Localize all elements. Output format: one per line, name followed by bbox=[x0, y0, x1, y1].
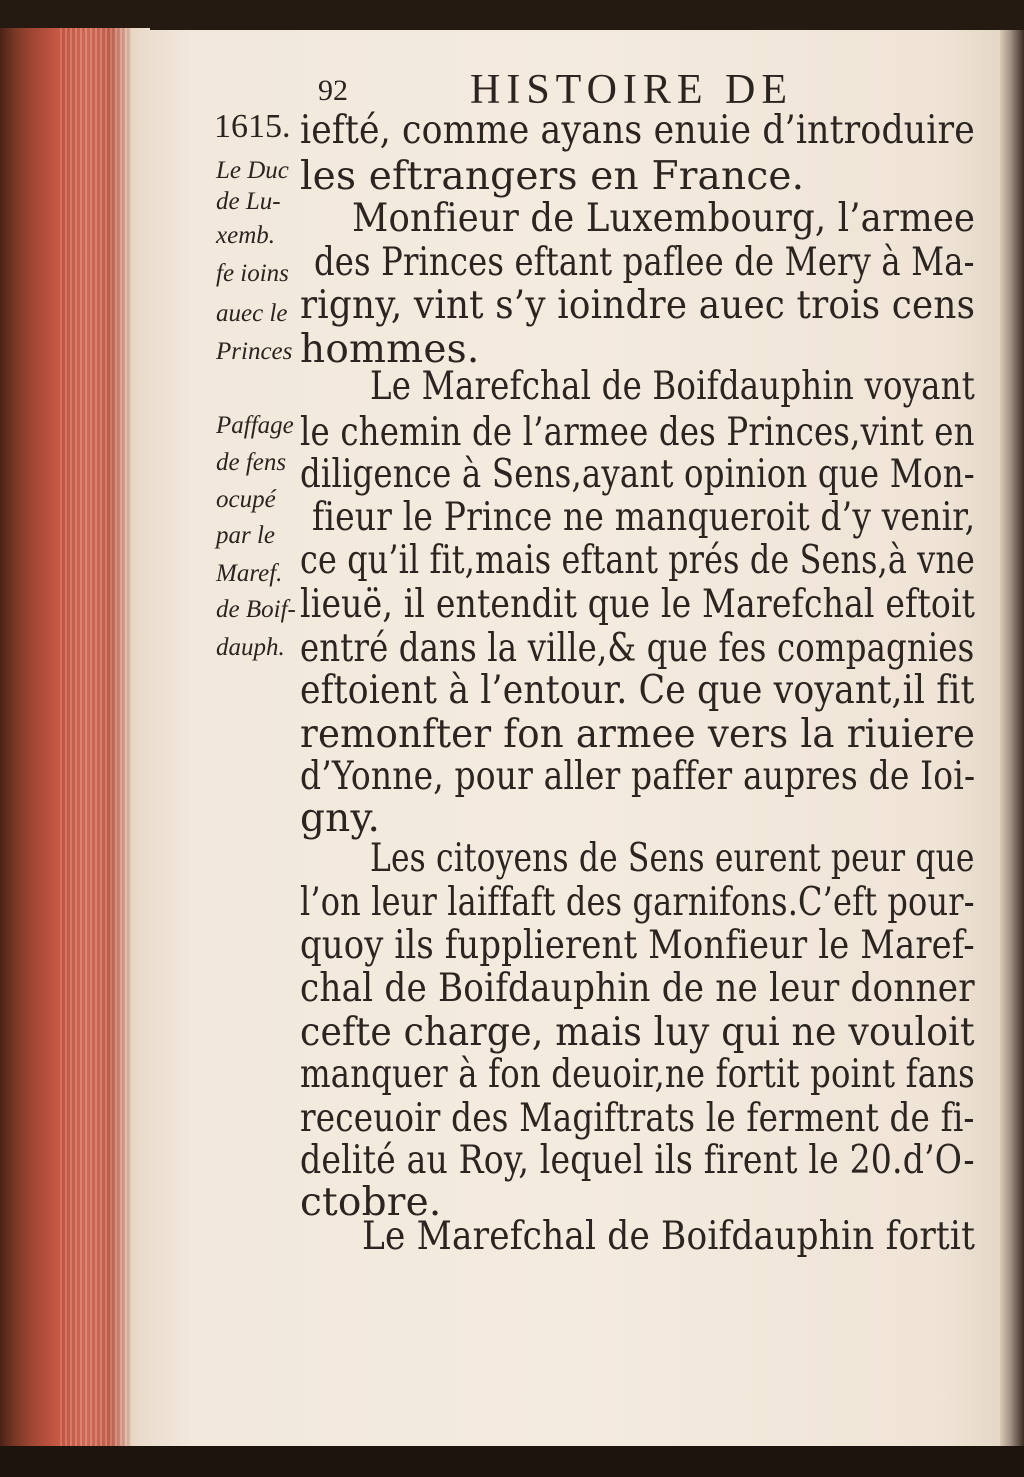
text-line: rigny, vint s’y ioindre auec trois cens bbox=[300, 283, 976, 328]
text-line: delité au Roy, lequel ils firent le 20.d’O- bbox=[300, 1138, 975, 1183]
text-line: manquer à fon deuoir,ne fortit point fans bbox=[300, 1052, 975, 1097]
text-line: iefté, comme ayans enuie d’introduire bbox=[300, 108, 975, 153]
text-line: chal de Boifdauphin de ne leur donner bbox=[300, 966, 975, 1011]
text-line: des Princes eftant paflee de Mery à Ma- bbox=[314, 240, 975, 285]
text-line: ctobre. bbox=[300, 1180, 442, 1225]
text-line: quoy ils fupplierent Monfieur le Maref- bbox=[300, 923, 975, 968]
marginal-note: dauph. bbox=[216, 634, 285, 661]
marginal-note: Le Duc bbox=[216, 157, 289, 184]
marginal-note: de Boif- bbox=[216, 596, 296, 623]
text-line: fieur le Prince ne manqueroit d’y venir, bbox=[312, 495, 976, 540]
text-line: Le Marefchal de Boifdauphin voyant bbox=[370, 364, 975, 409]
text-line: Les citoyens de Sens eurent peur que bbox=[370, 836, 975, 881]
text-line: entré dans la ville,& que fes compagnies bbox=[300, 626, 975, 671]
text-line: Le Marefchal de Boifdauphin fortit bbox=[362, 1214, 976, 1259]
text-line: les eftrangers en France. bbox=[300, 154, 805, 199]
text-line: l’on leur laiffaft des garnifons.C’eft pour- bbox=[300, 880, 975, 925]
text-line: eftoient à l’entour. Ce que voyant,il fit bbox=[300, 668, 975, 713]
text-line: lieuë, il entendit que le Marefchal eftoit bbox=[300, 582, 976, 627]
text-line: remonfter fon armee vers la riuiere bbox=[300, 712, 976, 757]
page-number: 92 bbox=[318, 74, 348, 107]
marginal-note: Maref. bbox=[216, 560, 283, 587]
text-line: Monfieur de Luxembourg, l’armee bbox=[352, 196, 976, 241]
text-line: receuoir des Magiftrats le ferment de fi- bbox=[300, 1096, 975, 1141]
marginal-note: de Lu- bbox=[216, 188, 281, 215]
marginal-note: ocupé bbox=[216, 486, 276, 513]
text-line: le chemin de l’armee des Princes,vint en bbox=[300, 410, 975, 455]
text-line: hommes. bbox=[300, 327, 480, 372]
text-line: cefte charge, mais luy qui ne vouloit bbox=[300, 1010, 975, 1055]
book-binding-edge bbox=[0, 28, 150, 1448]
marginal-note: Paffage bbox=[216, 412, 294, 439]
text-line: d’Yonne, pour aller paffer aupres de Ioi- bbox=[300, 754, 976, 799]
marginal-note: fe ioins bbox=[216, 260, 289, 287]
marginal-note: par le bbox=[216, 522, 276, 549]
marginal-note: de fens bbox=[216, 449, 287, 476]
text-line: diligence à Sens,ayant opinion que Mon- bbox=[300, 452, 975, 497]
text-line: gny. bbox=[300, 796, 381, 841]
page-edge-right bbox=[1000, 30, 1024, 1448]
running-head: HISTOIRE DE bbox=[470, 67, 794, 113]
text-line: ce qu’il fit,mais eftant prés de Sens,à vne bbox=[300, 538, 975, 583]
marginal-note: Princes bbox=[216, 338, 293, 365]
margin-year: 1615. bbox=[214, 108, 291, 145]
marginal-note: xemb. bbox=[216, 222, 275, 249]
marginal-note: auec le bbox=[216, 300, 288, 327]
page-edge-bottom bbox=[0, 1446, 1024, 1477]
